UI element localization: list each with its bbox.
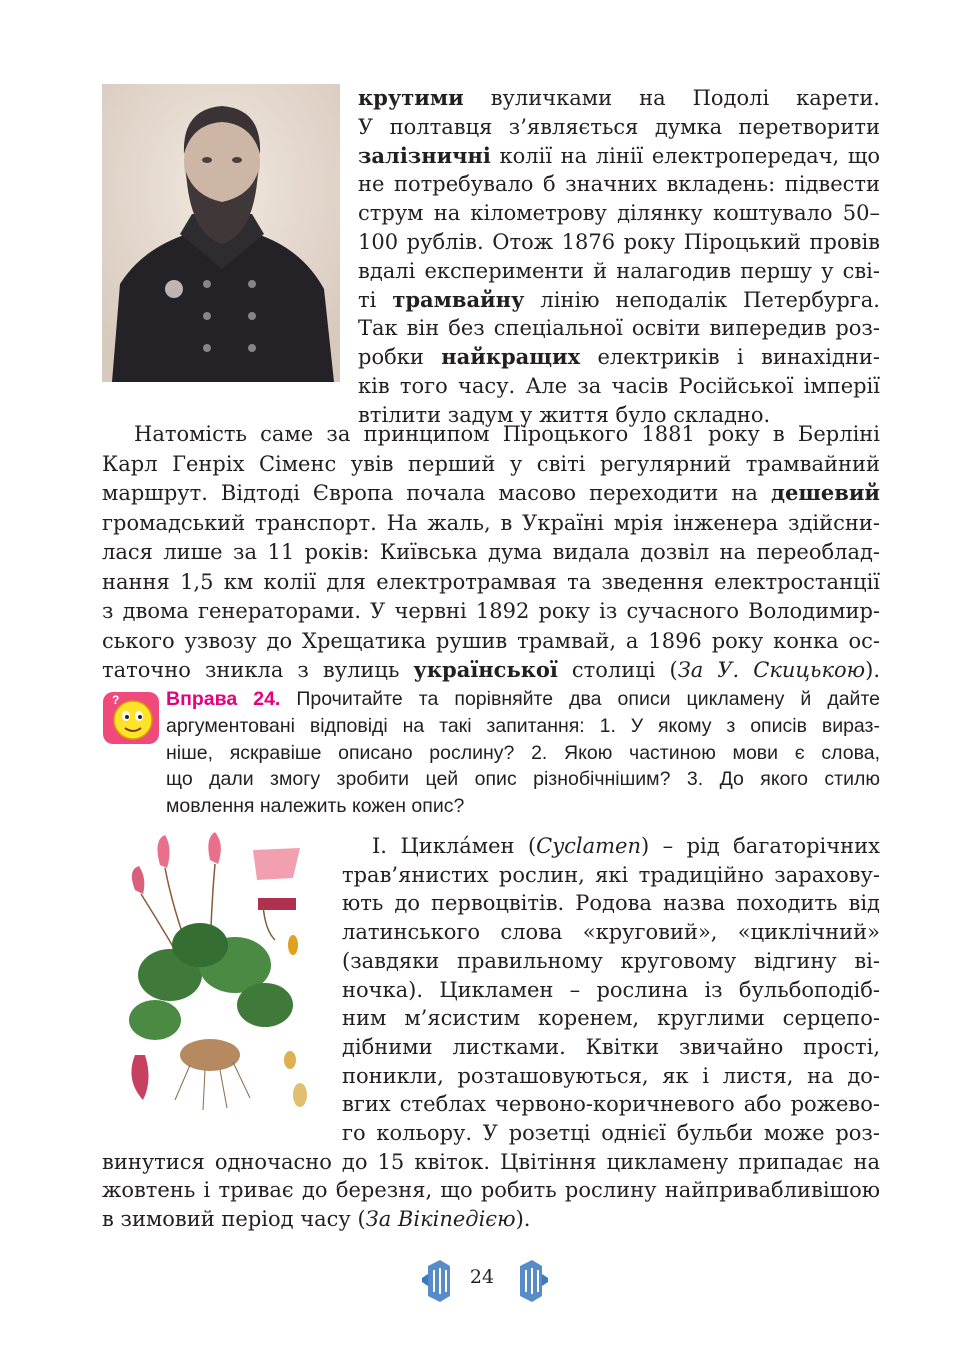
text-segment: Карл Генріх Сіменс увів перший у світі регулярний трамвайний — [102, 451, 880, 476]
text-line — [358, 84, 880, 112]
bold-word: залізничні — [358, 142, 491, 168]
text-segment: маршрут. Відтоді Європа почала масово переходити на — [102, 481, 771, 505]
svg-text:?: ? — [112, 693, 120, 707]
cyclamen-illustration — [115, 830, 315, 1115]
page-number: 24 — [469, 1266, 495, 1288]
text-segment: лася лише за 11 років: Київська дума видала дозвіл на переоблад- — [102, 540, 880, 564]
text-line — [358, 142, 880, 170]
text-line — [342, 976, 880, 1004]
text-line — [358, 113, 880, 141]
text-segment: жовтень і триває до березня, що робить рослину найпривабливішою — [102, 1178, 880, 1203]
text-segment: ського узвозу до Хрещатика рушив трамвай, а 1896 року конка ос- — [102, 628, 880, 653]
text-line — [342, 1004, 880, 1032]
exercise-text: аргументовані відповіді на такі запитання: 1. У якому з описів вираз- — [166, 714, 880, 737]
text-line — [342, 918, 880, 946]
text-line — [358, 228, 880, 256]
exercise-line — [166, 686, 880, 713]
italic-word: За Вікіпедією — [365, 1207, 516, 1232]
text-line — [102, 1205, 880, 1233]
text-segment: вгих стеблах червоно-коричневого або рожево- — [342, 1092, 880, 1117]
text-segment: трав’янистих рослин, які традиційно зарахову- — [342, 862, 880, 887]
text-segment: не потребувало б значних вкладень: підвести — [358, 172, 880, 197]
text-segment: І. Циклáмен ( — [372, 834, 537, 858]
text-segment: струм на кілометрову ділянку коштувало 50– — [358, 201, 880, 226]
text-line — [342, 1033, 880, 1061]
exercise-line — [166, 793, 880, 820]
text-segment: го кольору. У розетці однієї бульби може роз- — [342, 1121, 880, 1145]
text-line — [358, 343, 880, 371]
exercise-line — [166, 740, 880, 767]
bold-word: крутими — [358, 85, 464, 110]
text-line — [102, 1148, 880, 1176]
text-segment: таточно зникла з вулиць — [102, 658, 414, 682]
text-segment: вдалі експерименти й налагодив першу у сві- — [358, 258, 880, 283]
text-segment: в зимовий період часу ( — [102, 1207, 366, 1232]
text-segment: ночка). Цикламен – рослина із бульбоподіб- — [342, 977, 880, 1002]
text-line — [134, 420, 880, 448]
text-line — [342, 947, 880, 975]
text-segment: ). — [865, 658, 880, 682]
exercise-title: Вправа 24. — [166, 688, 281, 710]
text-segment: електриків і винахідни- — [580, 345, 880, 370]
text-line — [358, 286, 880, 314]
text-line — [342, 1062, 880, 1090]
text-line — [358, 257, 880, 285]
smiley-icon — [102, 688, 160, 746]
text-segment: (завдяки правильному круговому відгину ві- — [342, 948, 880, 973]
text-segment: лінію неподалік Петербурга. — [524, 287, 880, 312]
bold-word: найкращих — [441, 344, 581, 370]
text-segment: ним м’ясистим коренем, круглими серцепо- — [342, 1006, 880, 1031]
exercise-text: мовлення належить кожен опис? — [166, 795, 465, 818]
text-segment: Так він без спеціальної освіти випередив роз- — [358, 316, 880, 341]
italic-word: Cyclamen — [536, 834, 641, 858]
text-line — [358, 314, 880, 342]
text-segment: ків того часу. Але за часів Російської імперії — [358, 374, 880, 398]
text-line — [102, 568, 880, 596]
text-line — [102, 450, 880, 478]
text-line — [102, 1176, 880, 1204]
text-segment: ). — [515, 1207, 531, 1232]
text-segment: робки — [358, 345, 442, 370]
text-segment: колії на лінії електропередач, що — [490, 143, 880, 168]
text-segment: ) – рід багаторічних — [640, 834, 880, 858]
text-line — [102, 627, 880, 655]
text-line — [342, 1090, 880, 1118]
text-line — [102, 509, 880, 537]
text-line — [342, 889, 880, 917]
text-segment: 100 рублів. Отож 1876 року Піроцький провів — [358, 230, 880, 254]
text-segment: вуличками на Подолі карети. — [463, 86, 880, 110]
exercise-text: ніше, яскравіше описано рослину? 2. Якою частиною мови є слова, — [166, 741, 880, 764]
text-segment: з двома генераторами. У червні 1892 року із сучасного Володимир- — [102, 599, 880, 623]
text-line — [342, 1119, 880, 1147]
text-segment: дібними листками. Квітки звичайно прості, — [342, 1034, 880, 1059]
text-segment: У полтавця з’являється думка перетворити — [358, 114, 880, 139]
text-segment: столиці ( — [557, 658, 678, 682]
text-segment: громадський транспорт. На жаль, в Україні мрія інженера здійсни- — [102, 510, 880, 535]
text-segment: винутися одночасно до 15 квіток. Цвітіння цикламену припадає на — [102, 1149, 880, 1174]
bold-word: дешевий — [770, 480, 880, 505]
exercise-line — [166, 766, 880, 793]
bold-word: трамвайну — [392, 286, 525, 312]
text-segment: втілити задум у життя було складно. — [358, 402, 771, 427]
text-line — [358, 170, 880, 198]
text-segment: ті — [358, 287, 393, 312]
text-line — [102, 538, 880, 566]
text-line — [102, 479, 880, 507]
text-line — [358, 199, 880, 227]
italic-source: За У. Скицькою — [677, 658, 866, 682]
exercise-line — [166, 713, 880, 740]
portrait-photo — [102, 84, 340, 382]
text-line — [358, 372, 880, 400]
text-line — [102, 597, 880, 625]
text-segment: поникли, розташовуються, як і листя, на до- — [342, 1063, 880, 1088]
text-segment: ють до первоцвітів. Родова назва походить від — [342, 891, 880, 916]
text-line — [372, 832, 880, 860]
text-line — [342, 861, 880, 889]
text-segment: латинського слова «круговий», «циклічний» — [342, 920, 880, 945]
text-segment: Натомість саме за принципом Піроцького 1881 року в Берліні — [134, 422, 880, 446]
bold-word: української — [413, 657, 558, 682]
text-segment: нання 1,5 км колії для електротрамвая та зведення електростанції — [102, 569, 880, 594]
exercise-text: Прочитайте та порівняйте два описи цикламену й дайте — [296, 688, 880, 710]
exercise-text: що дали змогу зробити цей опис різнобічнішим? 3. До якого стилю — [166, 768, 880, 791]
text-line — [102, 656, 880, 684]
